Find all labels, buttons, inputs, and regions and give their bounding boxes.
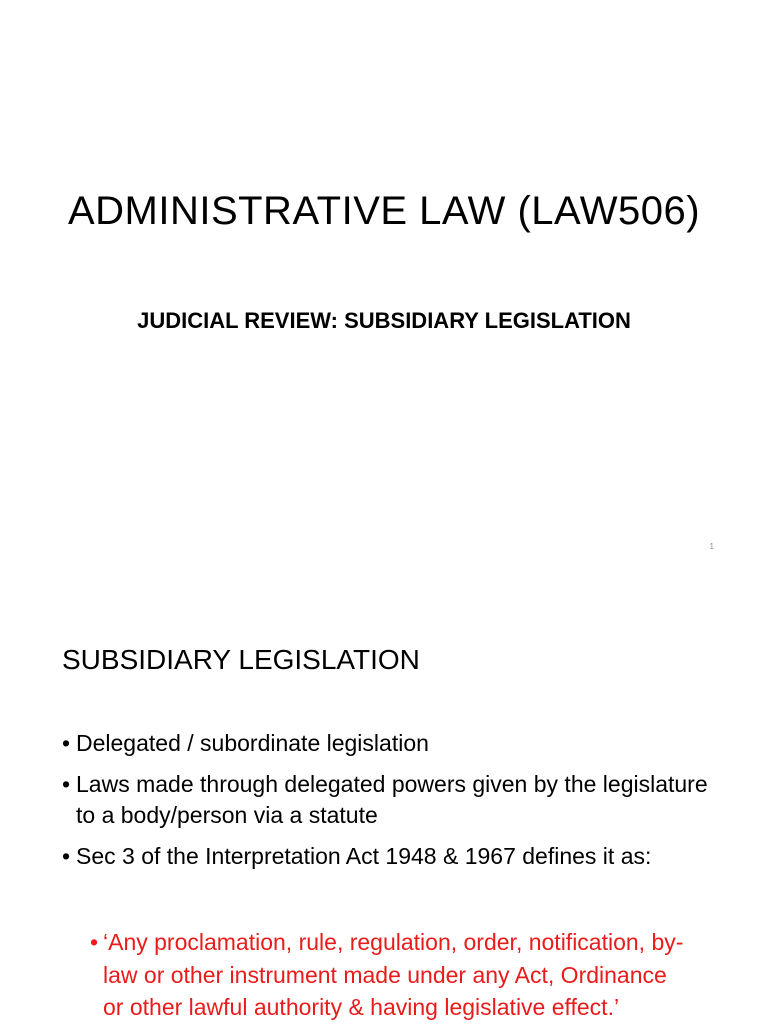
definition-quote: • ‘Any proclamation, rule, regulation, order, notification, by-law or other instrument made under any Act, Ordinance or other lawful authority & having legislative effect.’ — [90, 926, 690, 1024]
bullet-item: • Delegated / subordinate legislation — [62, 728, 712, 759]
slide-2 — [0, 578, 768, 1024]
slide-number: 1 — [709, 542, 714, 551]
sub-bullet-list — [90, 926, 690, 1024]
bullet-item: • Sec 3 of the Interpretation Act 1948 & 1967 defines it as: — [62, 841, 712, 872]
bullet-item: • Laws made through delegated powers given by the legislature to a body/person via a statute — [62, 769, 712, 831]
slide-title: ADMINISTRATIVE LAW (LAW506) — [67, 189, 701, 233]
slide-subtitle: JUDICIAL REVIEW: SUBSIDIARY LEGISLATION — [137, 308, 631, 333]
bullet-list — [62, 728, 712, 882]
slide-heading: SUBSIDIARY LEGISLATION — [62, 644, 420, 675]
